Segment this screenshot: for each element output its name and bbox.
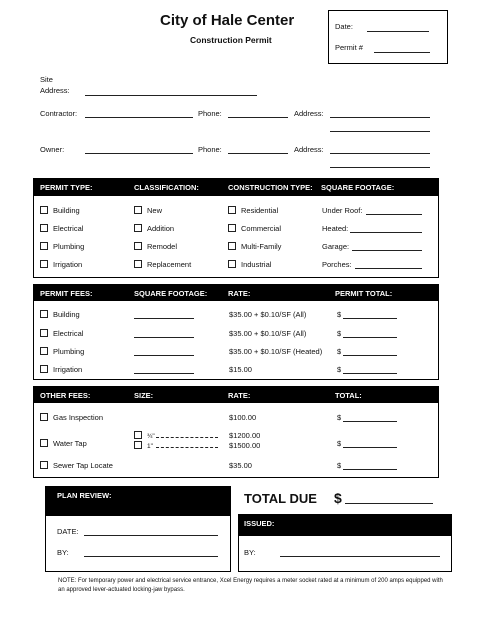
owner-address-field-2[interactable]	[330, 167, 430, 168]
permit-type-header	[33, 178, 439, 196]
fee-irrigation-sqft-field[interactable]	[134, 373, 194, 374]
classification-new[interactable]: New	[134, 206, 162, 215]
header-permit-fees: PERMIT FEES:	[40, 289, 93, 298]
permit-type-plumbing[interactable]: Plumbing	[40, 242, 84, 251]
header-permit-total: PERMIT TOTAL:	[335, 289, 393, 298]
water-rate-three-quarter: $1200.00	[229, 431, 261, 440]
footage-heated-field[interactable]	[350, 232, 422, 233]
permit-number-field[interactable]	[374, 52, 430, 53]
contractor-label: Contractor:	[40, 109, 78, 118]
other-fees-header	[33, 386, 439, 403]
fee-electrical-sqft-field[interactable]	[134, 337, 194, 338]
permit-subtitle: Construction Permit	[190, 35, 272, 45]
total-due-currency: $	[334, 490, 342, 506]
contractor-address-field-2[interactable]	[330, 131, 430, 132]
water-rate-one-inch: $1500.00	[229, 441, 261, 450]
checkbox[interactable]	[134, 242, 142, 250]
checkbox[interactable]	[228, 242, 236, 250]
fee-gas-inspection[interactable]: Gas Inspection	[40, 413, 103, 422]
fee-electrical-rate: $35.00 + $0.10/SF (All)	[229, 329, 307, 338]
water-size-three-quarter[interactable]: ¾"	[134, 431, 155, 440]
construction-residential[interactable]: Residential	[228, 206, 278, 215]
fee-electrical-total-label: $	[337, 329, 342, 338]
total-due-field[interactable]	[345, 503, 433, 504]
header-other-total: TOTAL:	[335, 391, 362, 400]
owner-label: Owner:	[40, 145, 65, 154]
permit-type-building[interactable]: Building	[40, 206, 80, 215]
fee-gas-rate: $100.00	[229, 413, 257, 422]
fee-irrigation[interactable]: Irrigation	[40, 365, 82, 374]
plan-review-by-field[interactable]	[84, 556, 218, 557]
checkbox[interactable]	[228, 224, 236, 232]
fee-irrigation-total-label: $	[337, 365, 342, 374]
leader-dashes	[156, 447, 218, 448]
header-square-footage: SQUARE FOOTAGE:	[321, 183, 395, 192]
fee-building[interactable]: Building	[40, 310, 80, 319]
owner-phone-label: Phone:	[198, 145, 222, 154]
checkbox[interactable]	[40, 461, 48, 469]
checkbox[interactable]	[134, 206, 142, 214]
plan-review-by-label: BY:	[57, 548, 69, 557]
fee-sewer-total-field[interactable]	[343, 469, 397, 470]
footage-under-roof-label: Under Roof:	[322, 206, 363, 215]
fee-sewer-tap-locate[interactable]: Sewer Tap Locate	[40, 461, 113, 470]
construction-multi-family[interactable]: Multi-Family	[228, 242, 281, 251]
plan-review-date-field[interactable]	[84, 535, 218, 536]
plan-review-header	[45, 486, 231, 516]
checkbox[interactable]	[40, 413, 48, 421]
contractor-address-label: Address:	[294, 109, 324, 118]
header-construction-type: CONSTRUCTION TYPE:	[228, 183, 313, 192]
fee-water-total-label: $	[337, 439, 342, 448]
classification-remodel[interactable]: Remodel	[134, 242, 177, 251]
permit-type-irrigation[interactable]: Irrigation	[40, 260, 82, 269]
fee-irrigation-total-field[interactable]	[343, 373, 397, 374]
total-due-label: TOTAL DUE	[244, 491, 317, 506]
classification-replacement[interactable]: Replacement	[134, 260, 191, 269]
issued-by-label: BY:	[244, 548, 256, 557]
checkbox[interactable]	[40, 242, 48, 250]
fee-plumbing-rate: $35.00 + $0.10/SF (Heated)	[229, 347, 323, 356]
footage-garage-field[interactable]	[352, 250, 422, 251]
header-other-fees: OTHER FEES:	[40, 391, 91, 400]
owner-phone-field[interactable]	[228, 153, 288, 154]
footage-porches-field[interactable]	[355, 268, 422, 269]
fee-building-rate: $35.00 + $0.10/SF (All)	[229, 310, 307, 319]
permit-type-electrical[interactable]: Electrical	[40, 224, 83, 233]
checkbox[interactable]	[134, 431, 142, 439]
checkbox[interactable]	[134, 441, 142, 449]
issued-title: ISSUED:	[244, 519, 275, 528]
checkbox[interactable]	[134, 224, 142, 232]
footage-heated-label: Heated:	[322, 224, 349, 233]
date-label: Date:	[335, 22, 353, 31]
checkbox[interactable]	[40, 439, 48, 447]
issued-by-field[interactable]	[280, 556, 440, 557]
checkbox[interactable]	[40, 260, 48, 268]
fee-building-sqft-field[interactable]	[134, 318, 194, 319]
contractor-field[interactable]	[85, 117, 193, 118]
checkbox[interactable]	[228, 206, 236, 214]
date-permit-box	[328, 10, 448, 64]
footage-under-roof-field[interactable]	[366, 214, 422, 215]
checkbox[interactable]	[228, 260, 236, 268]
site-address-label: Address:	[40, 86, 70, 95]
footnote: NOTE: For temporary power and electrical service entrance, Xcel Energy requires a meter socket rated at a minimum of 200 amps equipped with an approved lever-actuated locking-jaw bypass.	[58, 578, 443, 593]
owner-address-label: Address:	[294, 145, 324, 154]
contractor-phone-field[interactable]	[228, 117, 288, 118]
footage-porches-label: Porches:	[322, 260, 352, 269]
header-permit-type: PERMIT TYPE:	[40, 183, 93, 192]
fee-building-total-field[interactable]	[343, 318, 397, 319]
issued-header	[238, 514, 452, 536]
header-classification: CLASSIFICATION:	[134, 183, 199, 192]
checkbox[interactable]	[40, 206, 48, 214]
contractor-address-field[interactable]	[330, 117, 430, 118]
fee-plumbing-total-field[interactable]	[343, 355, 397, 356]
fee-irrigation-rate: $15.00	[229, 365, 252, 374]
checkbox[interactable]	[134, 260, 142, 268]
construction-industrial[interactable]: Industrial	[228, 260, 271, 269]
fee-water-total-field[interactable]	[343, 447, 397, 448]
date-field[interactable]	[367, 31, 429, 32]
leader-dashes	[156, 437, 218, 438]
fee-plumbing[interactable]: Plumbing	[40, 347, 84, 356]
classification-addition[interactable]: Addition	[134, 224, 174, 233]
plan-review-title: PLAN REVIEW:	[57, 491, 112, 500]
header-fees-square-footage: SQUARE FOOTAGE:	[134, 289, 208, 298]
header-size: SIZE:	[134, 391, 154, 400]
fee-electrical[interactable]: Electrical	[40, 329, 83, 338]
fee-gas-total-field[interactable]	[343, 421, 397, 422]
fee-sewer-total-label: $	[337, 461, 342, 470]
contractor-phone-label: Phone:	[198, 109, 222, 118]
permit-number-label: Permit #	[335, 43, 363, 52]
permit-fees-header	[33, 284, 439, 301]
site-label: Site	[40, 75, 53, 84]
header-other-rate: RATE:	[228, 391, 251, 400]
fee-water-tap[interactable]: Water Tap	[40, 439, 87, 448]
fee-plumbing-total-label: $	[337, 347, 342, 356]
checkbox[interactable]	[40, 224, 48, 232]
owner-address-field[interactable]	[330, 153, 430, 154]
footage-garage-label: Garage:	[322, 242, 350, 251]
water-size-one-inch[interactable]: 1"	[134, 441, 153, 450]
construction-commercial[interactable]: Commercial	[228, 224, 281, 233]
header-fees-rate: RATE:	[228, 289, 251, 298]
checkbox[interactable]	[40, 347, 48, 355]
fee-electrical-total-field[interactable]	[343, 337, 397, 338]
fee-plumbing-sqft-field[interactable]	[134, 355, 194, 356]
owner-field[interactable]	[85, 153, 193, 154]
checkbox[interactable]	[40, 365, 48, 373]
site-address-field[interactable]	[85, 95, 257, 96]
city-title: City of Hale Center	[160, 12, 295, 29]
fee-gas-total-label: $	[337, 413, 342, 422]
checkbox[interactable]	[40, 310, 48, 318]
fee-building-total-label: $	[337, 310, 342, 319]
fee-sewer-rate: $35.00	[229, 461, 252, 470]
plan-review-date-label: DATE:	[57, 527, 79, 536]
checkbox[interactable]	[40, 329, 48, 337]
